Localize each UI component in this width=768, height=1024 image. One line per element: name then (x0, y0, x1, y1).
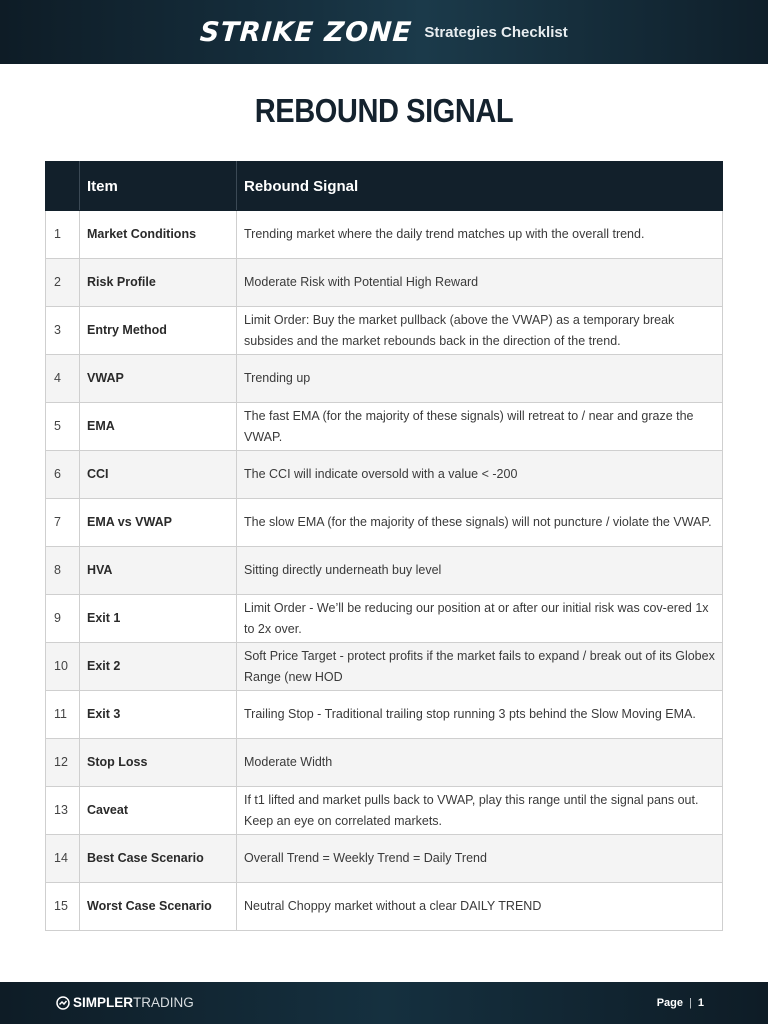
row-number: 8 (46, 547, 80, 595)
row-item: Worst Case Scenario (80, 883, 237, 931)
table-row (46, 787, 723, 835)
row-item: EMA vs VWAP (80, 499, 237, 547)
page-indicator (657, 997, 704, 1009)
row-number: 10 (46, 643, 80, 691)
footer-bar (0, 982, 768, 1024)
row-signal: Moderate Risk with Potential High Reward (237, 259, 723, 307)
row-number: 12 (46, 739, 80, 787)
page-separator: | (689, 997, 692, 1009)
row-item: Entry Method (80, 307, 237, 355)
header-item: Item (80, 162, 237, 211)
table-row (46, 403, 723, 451)
table-row (46, 691, 723, 739)
row-number: 11 (46, 691, 80, 739)
checklist-table (45, 161, 723, 931)
table-row (46, 739, 723, 787)
row-signal: Trailing Stop - Traditional trailing stop running 3 pts behind the Slow Moving EMA. (237, 691, 723, 739)
page-title: REBOUND SIGNAL (254, 92, 514, 129)
row-number: 7 (46, 499, 80, 547)
row-number: 14 (46, 835, 80, 883)
table-row (46, 259, 723, 307)
row-signal: Overall Trend = Weekly Trend = Daily Trend (237, 835, 723, 883)
row-signal: Soft Price Target - protect profits if the market fails to expand / break out of its Globex Range (new HOD (237, 643, 723, 691)
table-row (46, 211, 723, 259)
table-row (46, 547, 723, 595)
row-number: 9 (46, 595, 80, 643)
strike-zone-logo: STRIKE ZONE (199, 16, 414, 48)
row-signal: Trending up (237, 355, 723, 403)
row-signal: Limit Order: Buy the market pullback (above the VWAP) as a temporary break subsides and the market rebounds back in the direction of the trend. (237, 307, 723, 355)
row-item: Best Case Scenario (80, 835, 237, 883)
row-signal: The CCI will indicate oversold with a value < -200 (237, 451, 723, 499)
row-number: 13 (46, 787, 80, 835)
row-item: Stop Loss (80, 739, 237, 787)
row-number: 1 (46, 211, 80, 259)
row-signal: Trending market where the daily trend matches up with the overall trend. (237, 211, 723, 259)
row-number: 15 (46, 883, 80, 931)
row-item: CCI (80, 451, 237, 499)
table-row (46, 499, 723, 547)
table-row (46, 883, 723, 931)
brand (200, 17, 567, 48)
row-signal: If t1 lifted and market pulls back to VWAP, play this range until the signal pans out. Keep an eye on correlated markets. (237, 787, 723, 835)
header-number (46, 162, 80, 211)
row-item: VWAP (80, 355, 237, 403)
table-row (46, 595, 723, 643)
row-signal: Moderate Width (237, 739, 723, 787)
table-row (46, 643, 723, 691)
row-item: EMA (80, 403, 237, 451)
row-item: Exit 2 (80, 643, 237, 691)
row-number: 6 (46, 451, 80, 499)
header-subtitle: Strategies Checklist (424, 23, 568, 41)
row-item: Exit 1 (80, 595, 237, 643)
row-item: Caveat (80, 787, 237, 835)
brand-light: TRADING (133, 995, 194, 1010)
table-row (46, 355, 723, 403)
row-number: 2 (46, 259, 80, 307)
row-item: HVA (80, 547, 237, 595)
table-row (46, 451, 723, 499)
simpler-trading-icon (56, 996, 70, 1010)
simpler-trading-logo (56, 995, 194, 1010)
brand-bold: SIMPLER (73, 995, 134, 1010)
table-row (46, 835, 723, 883)
row-number: 5 (46, 403, 80, 451)
row-signal: Neutral Choppy market without a clear DAILY TREND (237, 883, 723, 931)
row-item: Market Conditions (80, 211, 237, 259)
row-item: Exit 3 (80, 691, 237, 739)
row-signal: Limit Order - We’ll be reducing our position at or after our initial risk was cov-ered 1x to 2x over. (237, 595, 723, 643)
page-number: 1 (697, 997, 704, 1009)
row-signal: Sitting directly underneath buy level (237, 547, 723, 595)
row-item: Risk Profile (80, 259, 237, 307)
table-header-row (46, 162, 723, 211)
row-signal: The fast EMA (for the majority of these signals) will retreat to / near and graze the VWAP. (237, 403, 723, 451)
header-banner (0, 0, 768, 64)
page-label: Page (656, 997, 684, 1009)
row-number: 4 (46, 355, 80, 403)
table-row (46, 307, 723, 355)
row-signal: The slow EMA (for the majority of these signals) will not puncture / violate the VWAP. (237, 499, 723, 547)
header-signal: Rebound Signal (237, 162, 723, 211)
row-number: 3 (46, 307, 80, 355)
